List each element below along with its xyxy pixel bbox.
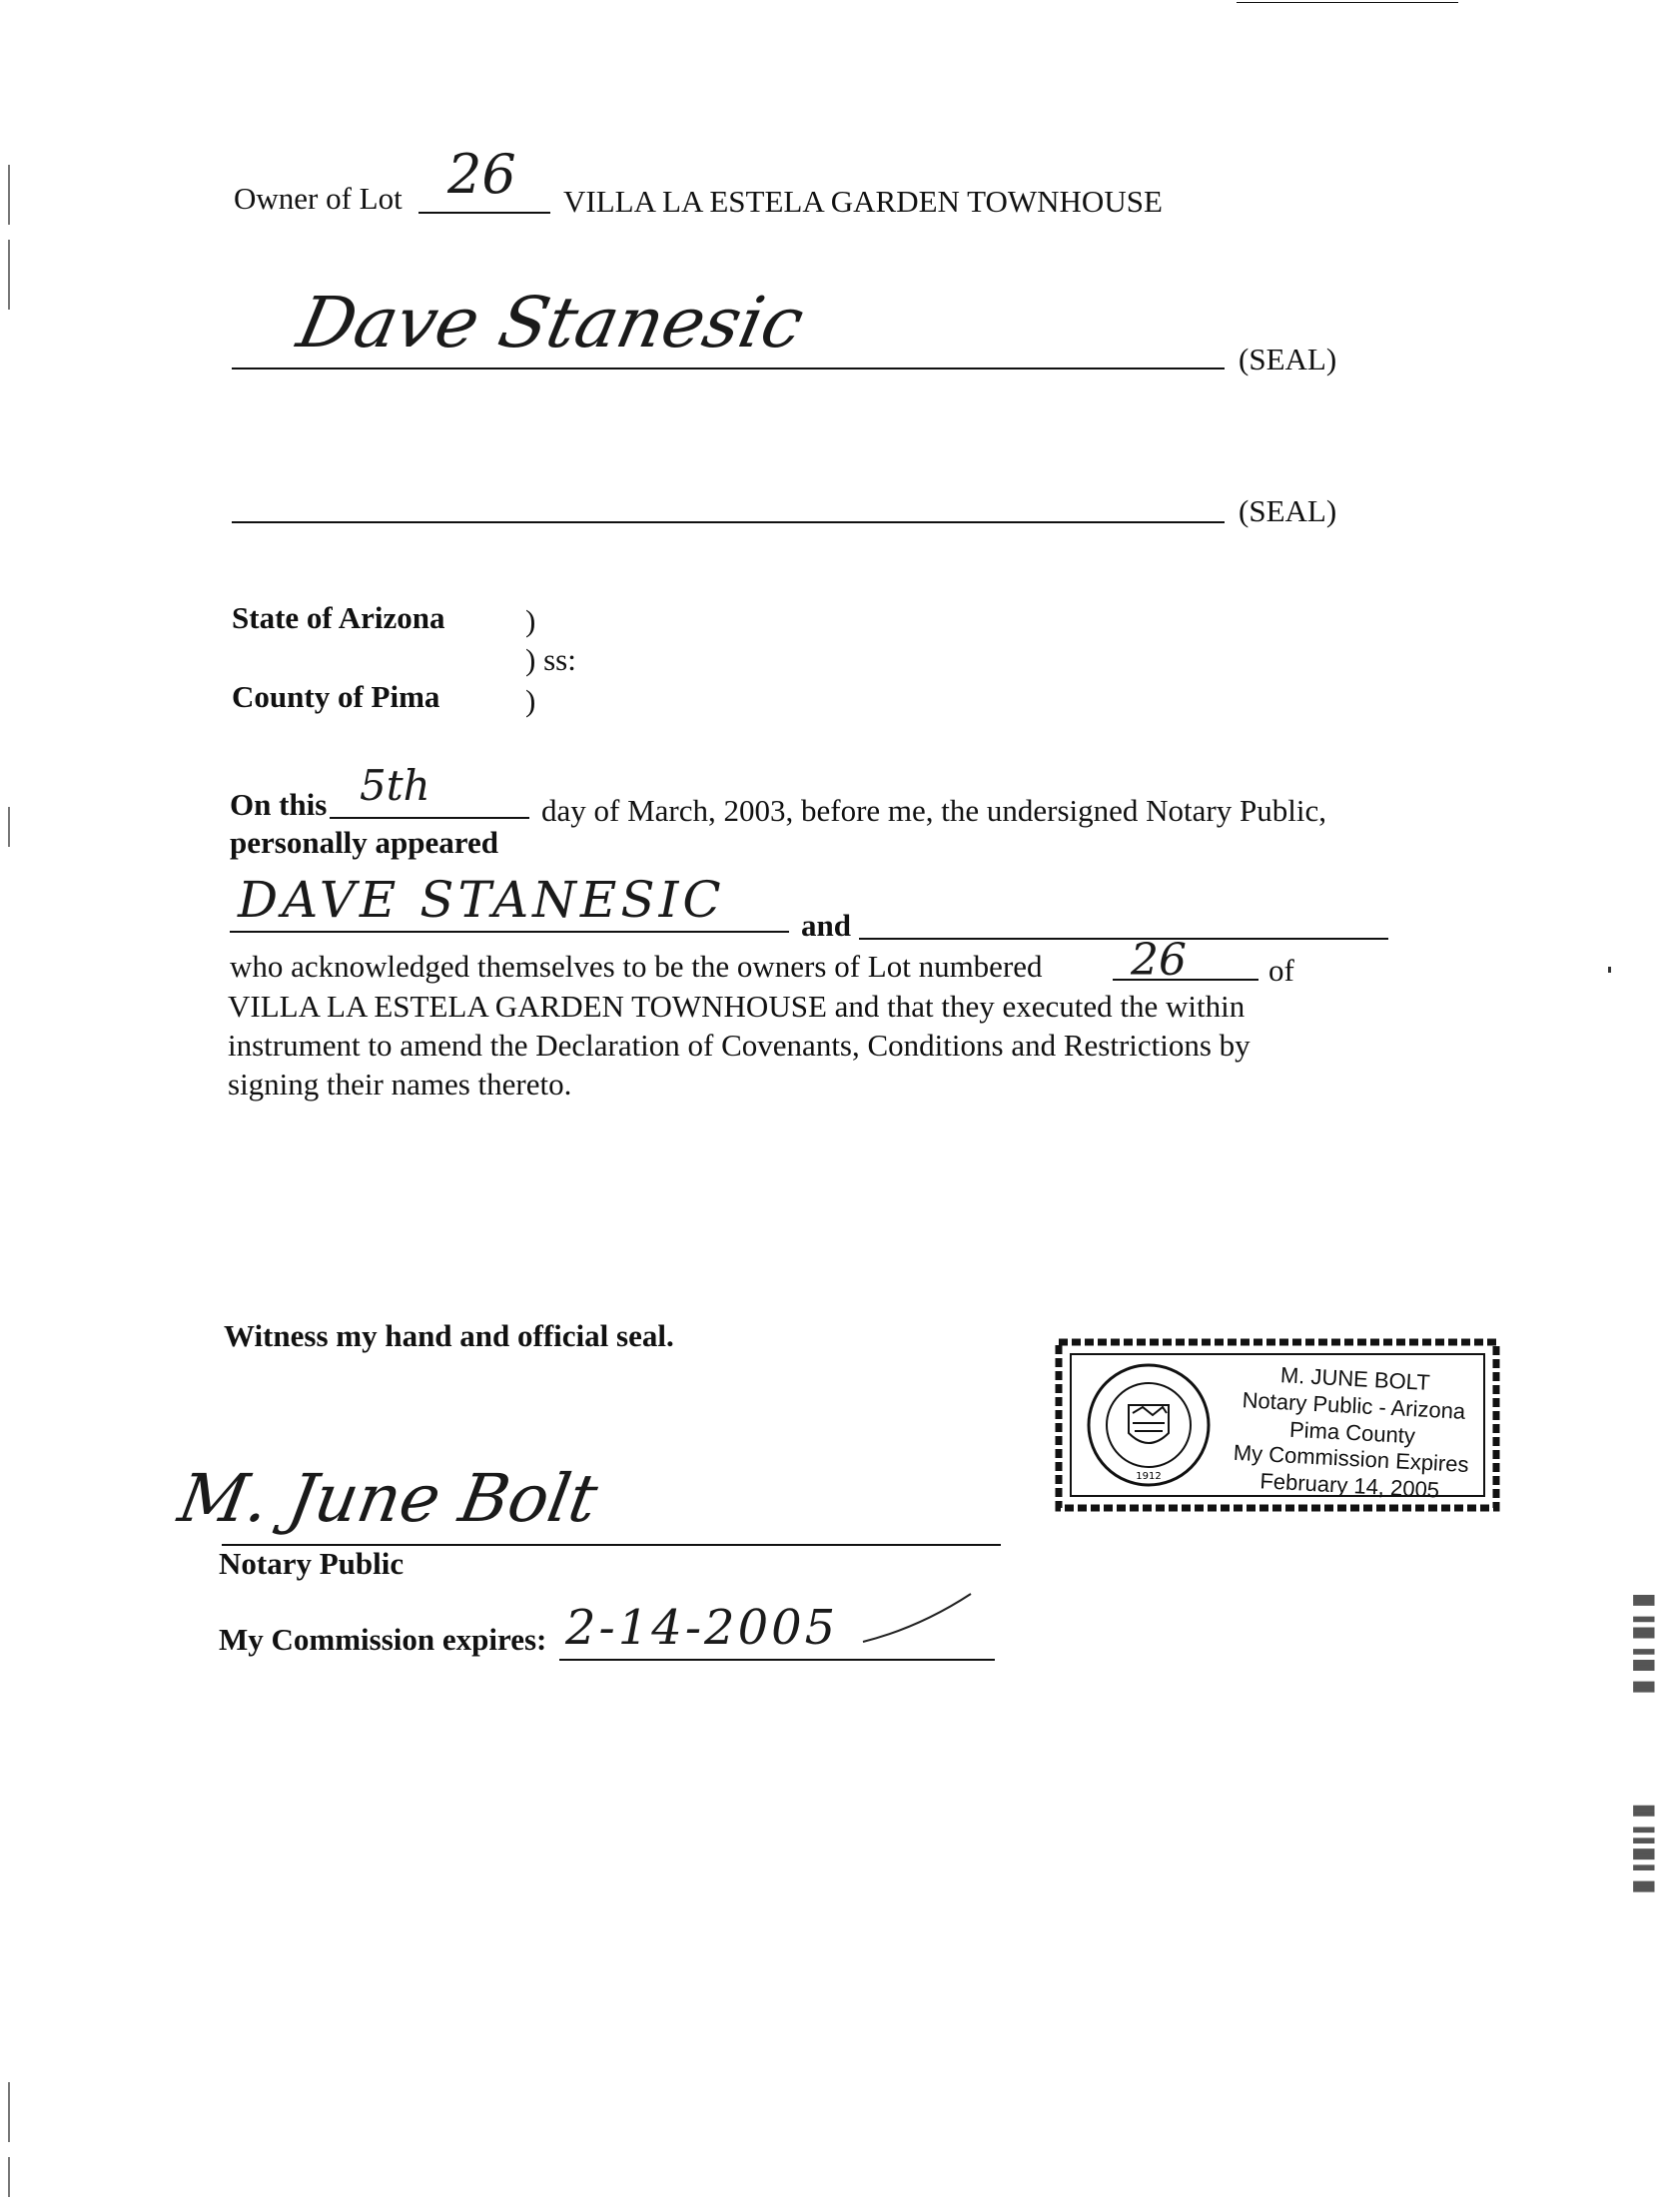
ack-second-name-line bbox=[859, 938, 1388, 940]
ack-day-handwritten: 5th bbox=[360, 761, 430, 810]
signature-line-1 bbox=[232, 368, 1225, 369]
signature-line-2 bbox=[232, 521, 1225, 523]
notary-signature: M. June Bolt bbox=[173, 1460, 603, 1537]
stamp-county: Pima County bbox=[1288, 1416, 1416, 1448]
ack-of: of bbox=[1268, 953, 1294, 988]
left-edge-mark bbox=[8, 807, 10, 847]
ack-lot-handwritten: 26 bbox=[1131, 935, 1187, 986]
ack-line4: signing their names thereto. bbox=[228, 1067, 572, 1102]
venue-paren-ss: ) ss: bbox=[525, 642, 576, 677]
commission-label: My Commission expires: bbox=[219, 1622, 547, 1657]
ack-line2: VILLA LA ESTELA GARDEN TOWNHOUSE and that they executed the within bbox=[228, 989, 1246, 1024]
top-edge-line bbox=[1237, 2, 1458, 3]
ack-on-this: On this bbox=[230, 787, 328, 822]
ack-and: and bbox=[801, 908, 851, 943]
ack-day-line bbox=[330, 817, 529, 819]
ack-day-text: day of March, 2003, before me, the undersigned Notary Public, bbox=[541, 793, 1326, 828]
ack-line3: instrument to amend the Declaration of Covenants, Conditions and Restrictions by bbox=[228, 1028, 1251, 1063]
notary-label: Notary Public bbox=[219, 1546, 405, 1581]
right-margin-code-2: ▐▌▐▐▌▌▌▐▌ bbox=[1634, 1800, 1655, 1897]
owner-label: Owner of Lot bbox=[234, 181, 403, 216]
owner-lot-handwritten: 26 bbox=[447, 143, 516, 206]
left-edge-mark bbox=[8, 2157, 10, 2197]
right-margin-code-1: ▐▌▐▌▌▐▌▌▐▌ bbox=[1634, 1589, 1655, 1698]
owner-subdivision: VILLA LA ESTELA GARDEN TOWNHOUSE bbox=[563, 184, 1163, 219]
notary-stamp bbox=[1053, 1336, 1502, 1514]
owner-signature-1: Dave Stanesic bbox=[291, 282, 811, 364]
left-edge-mark bbox=[8, 165, 10, 225]
left-edge-mark bbox=[8, 240, 10, 310]
seal-label-1: (SEAL) bbox=[1239, 342, 1337, 376]
stamp-title: Notary Public - Arizona bbox=[1242, 1387, 1466, 1424]
commission-line bbox=[559, 1659, 995, 1661]
stamp-text-block bbox=[1215, 1359, 1491, 1507]
left-edge-mark bbox=[8, 2082, 10, 2142]
venue-county: County of Pima bbox=[232, 679, 440, 714]
commission-flourish bbox=[859, 1588, 979, 1648]
venue-paren-1: ) bbox=[525, 603, 536, 638]
commission-handwritten: 2-14-2005 bbox=[565, 1600, 839, 1656]
owner-lot-line bbox=[418, 212, 550, 214]
venue-paren-3: ) bbox=[525, 683, 536, 718]
witness-text: Witness my hand and official seal. bbox=[224, 1318, 674, 1353]
ack-name-handwritten: DAVE STANESIC bbox=[238, 871, 725, 929]
ack-line1: who acknowledged themselves to be the owners of Lot numbered bbox=[230, 949, 1043, 984]
stamp-expires-label: My Commission Expires bbox=[1233, 1440, 1470, 1478]
stamp-notary-name: M. JUNE BOLT bbox=[1279, 1362, 1431, 1395]
right-margin-dot bbox=[1608, 967, 1611, 973]
seal-year: 1912 bbox=[1136, 1471, 1162, 1482]
venue-state: State of Arizona bbox=[232, 600, 445, 635]
ack-personally: personally appeared bbox=[230, 825, 498, 860]
arizona-state-seal bbox=[1085, 1361, 1213, 1489]
seal-label-2: (SEAL) bbox=[1239, 493, 1337, 528]
ack-name-line bbox=[230, 931, 789, 933]
stamp-expires-date: February 14, 2005 bbox=[1258, 1468, 1440, 1503]
